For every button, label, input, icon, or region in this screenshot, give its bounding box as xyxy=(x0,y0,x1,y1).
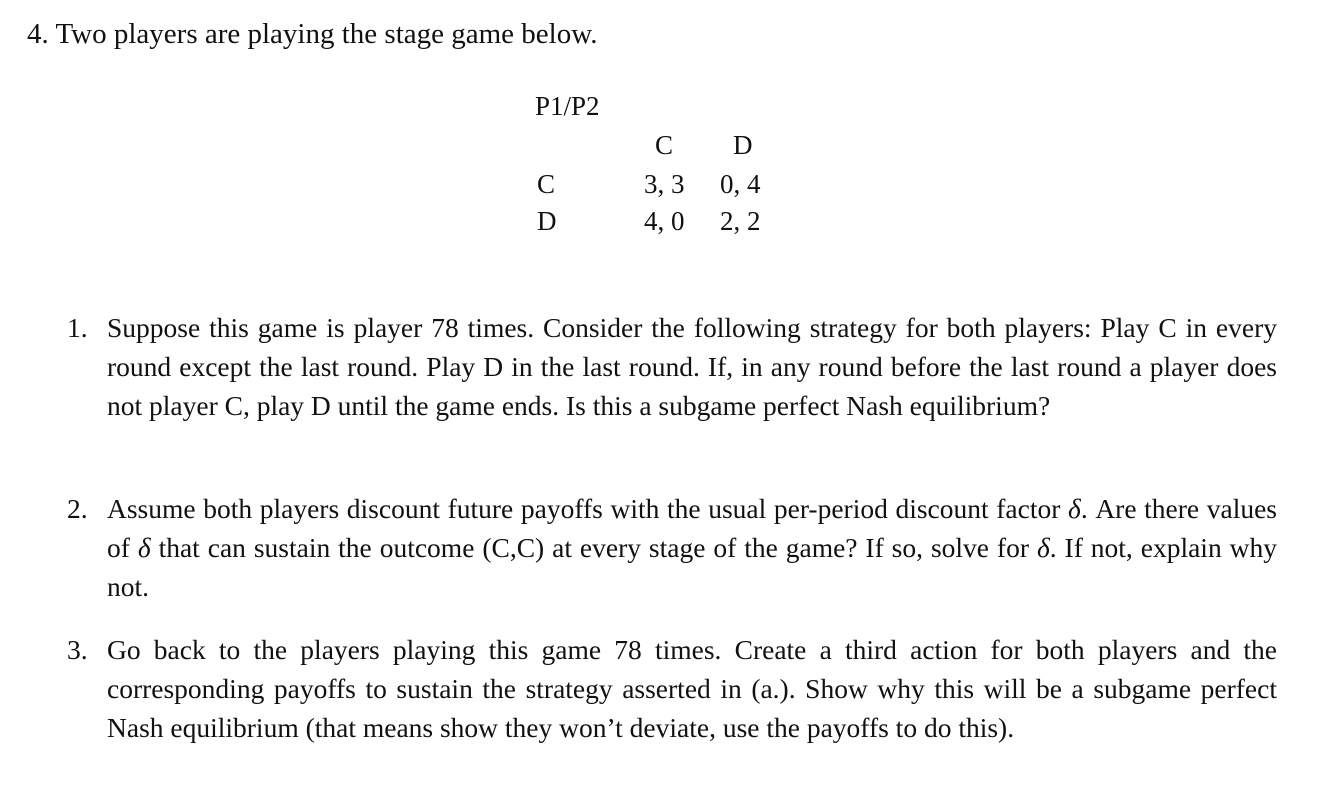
question-2-number: 2. xyxy=(67,493,88,524)
column-header-c: C xyxy=(655,130,674,160)
question-2-text-d: . If not, explain why not. xyxy=(107,532,1277,602)
question-2-text-c: that can sustain the outcome (C,C) at every stage of the game? If so, solve for xyxy=(150,532,1037,563)
question-2-text-b: . Are there values of xyxy=(107,493,1278,563)
question-2 xyxy=(67,489,1277,606)
question-3-text: Go back to the players playing this game 78 times. Create a third action for both players and the corresponding payoffs to sustain the strategy asserted in (a.). Show why this will be a subgame perfect Nash equilibrium (that means show they won’t deviate, use the payoffs to do this). xyxy=(107,634,1277,743)
row-header-c: C xyxy=(537,169,556,199)
question-2-text xyxy=(107,489,1277,606)
problem-heading: 4. Two players are playing the stage game below. xyxy=(27,18,598,50)
delta-symbol: δ xyxy=(1036,532,1050,563)
delta-symbol: δ xyxy=(1068,493,1081,524)
question-1-number: 1. xyxy=(67,312,88,343)
row-header-d: D xyxy=(537,206,557,236)
question-3 xyxy=(67,630,1277,747)
payoff-cell-dd: 2, 2 xyxy=(720,206,761,236)
question-1-text: Suppose this game is player 78 times. Consider the following strategy for both players: Play C in every round except the last round. Play D in the last round. If, in any round before the last round a player does not player C, play D until the game ends. Is this a subgame perfect Nash equilibrium? xyxy=(107,312,1277,421)
question-1 xyxy=(67,308,1277,425)
payoff-cell-dc: 4, 0 xyxy=(644,206,685,236)
payoff-cell-cd: 0, 4 xyxy=(720,169,761,199)
payoff-cell-cc: 3, 3 xyxy=(644,169,685,199)
question-2-text-a: Assume both players discount future payoffs with the usual per-period discount factor xyxy=(107,493,1069,524)
matrix-corner-label: P1/P2 xyxy=(535,91,600,121)
column-header-d: D xyxy=(733,130,753,160)
question-3-number: 3. xyxy=(67,634,88,665)
delta-symbol: δ xyxy=(137,532,151,563)
